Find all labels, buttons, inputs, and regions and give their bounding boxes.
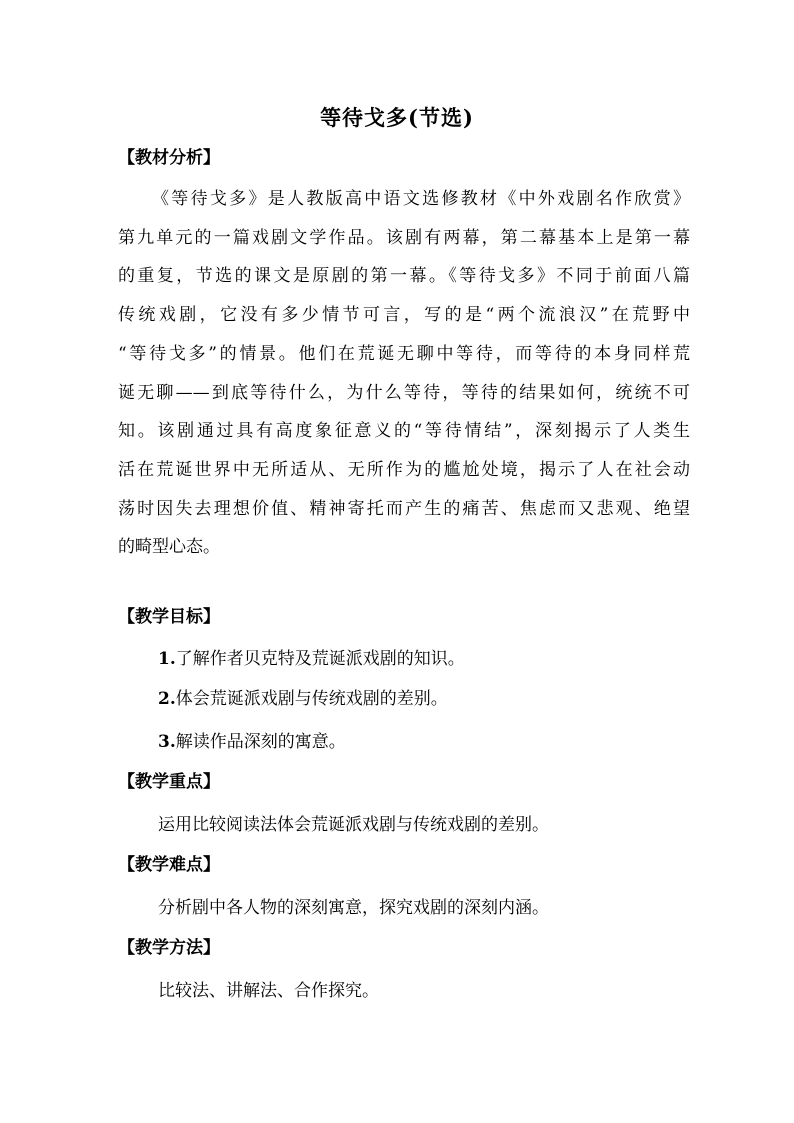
analysis-line: 知。该剧通过具有高度象征意义的“等待情结”，深刻揭示了人类生 — [118, 421, 690, 442]
difficulties-text: 分析剧中各人物的深刻寓意，探究戏剧的深刻内涵。 — [158, 898, 549, 918]
analysis-line: 《等待戈多》是人教版高中语文选修教材《中外戏剧名作欣赏》 — [152, 189, 690, 209]
objective-text: 解读作品深刻的寓意。 — [175, 732, 346, 752]
analysis-paragraph — [118, 180, 690, 567]
analysis-line: “等待戈多”的情景。他们在荒诞无聊中等待，而等待的本身同样荒 — [118, 343, 690, 364]
document-title: 等待戈多(节选) — [320, 105, 474, 130]
objective-number: 2. — [158, 689, 176, 709]
objective-number: 3. — [158, 732, 176, 752]
analysis-line: 的畸型心态。 — [118, 537, 220, 558]
objective-text: 了解作者贝克特及荒诞派戏剧的知识。 — [175, 649, 465, 669]
analysis-line: 活在荒诞世界中无所适从、无所作为的尴尬处境，揭示了人在社会动 — [118, 459, 690, 480]
objective-text: 体会荒诞派戏剧与传统戏剧的差别。 — [175, 689, 448, 709]
section-heading-objectives: 【教学目标】 — [118, 607, 220, 627]
section-heading-difficulties: 【教学难点】 — [118, 855, 220, 875]
analysis-line: 传统戏剧，它没有多少情节可言，写的是“两个流浪汉”在荒野中 — [118, 305, 690, 326]
key-points-text: 运用比较阅读法体会荒诞派戏剧与传统戏剧的差别。 — [158, 815, 549, 835]
section-heading-key-points: 【教学重点】 — [118, 772, 220, 792]
methods-text: 比较法、讲解法、合作探究。 — [158, 981, 379, 1001]
analysis-line: 荡时因失去理想价值、精神寄托而产生的痛苦、焦虑而又悲观、绝望 — [118, 498, 690, 519]
analysis-line: 的重复，节选的课文是原剧的第一幕。《等待戈多》不同于前面八篇 — [118, 266, 690, 287]
objective-number: 1. — [158, 649, 176, 669]
analysis-line: 第九单元的一篇戏剧文学作品。该剧有两幕，第二幕基本上是第一幕 — [118, 227, 690, 248]
section-heading-analysis: 【教材分析】 — [118, 148, 220, 168]
objective-item — [158, 684, 448, 714]
objective-item — [158, 644, 465, 674]
section-heading-methods: 【教学方法】 — [118, 938, 220, 958]
objective-item — [158, 727, 346, 757]
analysis-line: 诞无聊——到底等待什么，为什么等待，等待的结果如何，统统不可 — [118, 382, 690, 403]
